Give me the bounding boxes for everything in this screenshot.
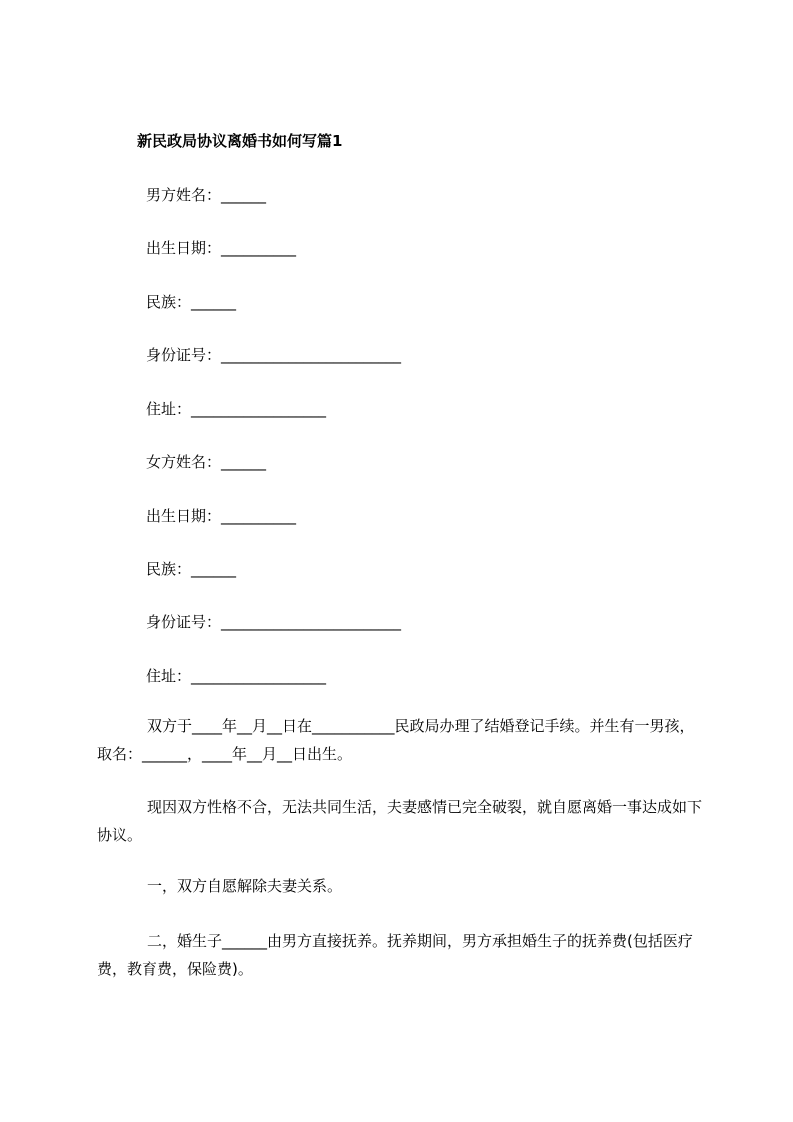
male-birthdate-field: 出生日期：__________ [146, 239, 297, 257]
female-name-field: 女方姓名：______ [146, 453, 267, 471]
divorce-reason-paragraph: 现因双方性格不合，无法共同生活，夫妻感情已完全破裂，就自愿离婚一事达成如下协议。 [97, 798, 703, 844]
male-name-field: 男方姓名：______ [146, 186, 267, 204]
clause-one-paragraph: 一，双方自愿解除夫妻关系。 [147, 877, 343, 895]
male-id-number-field: 身份证号：________________________ [146, 346, 402, 364]
female-address-field: 住址：__________________ [146, 667, 327, 685]
document-title: 新民政局协议离婚书如何写篇1 [137, 132, 343, 150]
female-ethnicity-field: 民族：______ [146, 560, 237, 578]
female-id-number-field: 身份证号：________________________ [146, 613, 402, 631]
clause-two-paragraph: 二，婚生子______由男方直接抚养。抚养期间，男方承担婚生子的抚养费(包括医疗费，教育费，保险费)。 [97, 932, 693, 978]
female-birthdate-field: 出生日期：__________ [146, 507, 297, 525]
male-ethnicity-field: 民族：______ [146, 293, 237, 311]
male-address-field: 住址：__________________ [146, 400, 327, 418]
marriage-registration-paragraph: 双方于____年__月__日在___________民政局办理了结婚登记手续。并生有一男孩，取名：______，____年__月__日出生。 [97, 717, 695, 763]
